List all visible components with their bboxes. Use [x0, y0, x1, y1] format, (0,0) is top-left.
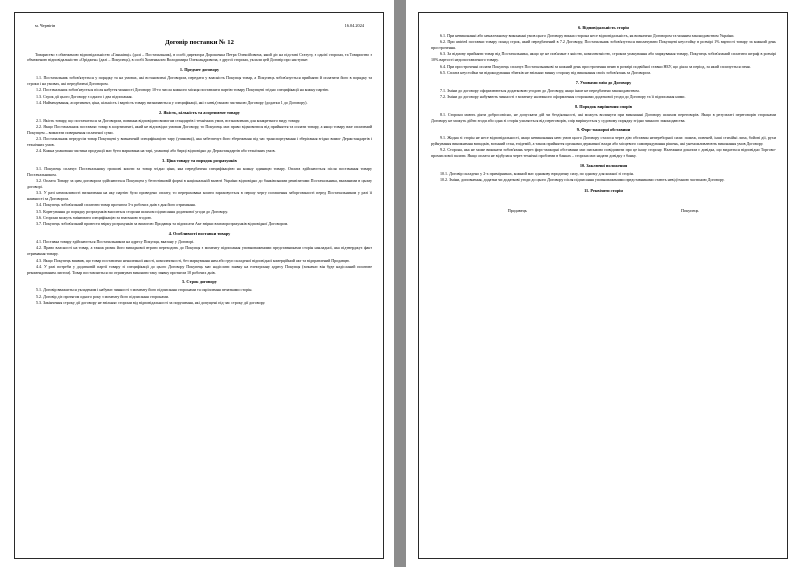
clause: 5.2. Договір діє протягом одного року з моменту його підписання сторонами. [36, 293, 169, 299]
page-gutter [394, 0, 406, 567]
document-title: Договір поставки № 12 [165, 39, 234, 47]
clause: 3.6. Сторони можуть змінювати специфікацію за взаємною згодою. [36, 214, 152, 220]
clause: 8.1. Сторони мають діяти добросовісно, не допускати дій чи бездіяльності, які можуть вплинути при виконанні Договору шляхом переговорів. Якщо в результаті переговорів сторонами Договору не можуть дійти згоди або одна зі сторін ухиляється від переговорів, спір вирішується у судовому порядку згідно чинного законодавства. [431, 111, 776, 123]
header-date: 16.04.2024 [344, 23, 364, 28]
clause: 10.2. Зміни, доповнення, додатки чи додаткові угоди до цього Договору після підписання уповноваженими представниками стають невід'ємною частиною Договору. [440, 177, 725, 183]
section-title-1: 1. Предмет договору [179, 67, 220, 73]
signature-seller: Продавець [507, 208, 527, 214]
clause: 4.3. Якщо Покупець виявив, що товар поставлено неналежної якості, комплектності, без маркування ним або груп складеної відповідної комерційний акт та відправлений Продавцю. [36, 257, 351, 263]
header-city: м. Чернігів [35, 23, 56, 28]
clause: 5.1. Договір вважається укладеним і набуває чинності з моменту його підписання сторонами та скріплення печатками сторін. [36, 287, 253, 293]
clause: 3.5. Корегування до порядку розрахунків вноситься сторони шляхом підписання додаткової угоди до Договору. [36, 208, 228, 214]
section-title-10: 10. Заключні положення [579, 162, 628, 168]
clause: 3.1. Покупець сплачує Постачальнику грошові кошти за товар згідно ціни, яка передбачена специфікацією на кожну одиницю товару. Оплата здійснюється після постачання товару Постачальником. [27, 166, 372, 177]
signature-row [431, 208, 776, 214]
clause: 1.1. Постачальник зобов'язується у порядку та на умовах, які встановлені Договором, передати у власність Покупця товар, а Покупець зобов'язується прийняти й оплатити його в порядку та строки і на умовах, які передбачені Договором. [27, 75, 372, 87]
section-title-2: 2. Якість, кількість та асортимент товару [159, 109, 240, 115]
clause: 6.5. Сплата неустойки чи відшкодування збитків не звільняє винну сторону від виконання своїх зобов'язань за Договором. [440, 69, 651, 75]
clause: 3.2. Оплата Товару за цим договором здійснюється Покупцем у безготівковій формі в національній валюті України відповідно до банківськими реквізитами Постачальника, вказаними в цьому договорі. [27, 178, 372, 189]
clause: 1.2. Постачальник зобов'язується після набуття чинності Договору 10-го числа кожного місяця поставляти партію товару Покупцеві згідно специфікації на кожну партію. [36, 87, 330, 93]
document-header [27, 23, 372, 29]
clause: 1.4. Найменування, асортимент, ціна, кількість і вартість товару визначаються у специфікації, які є невід'ємною частиною Договору (додатки 1 до Договору). [36, 100, 308, 106]
clause: 6.4. При простроченні оплати Покупець сплачує Постачальникові за кожний день прострочення пеню в розмірі подвійної ставки НБУ, що діяла за період, за який сплачується пеня. [440, 63, 751, 69]
signatures-title: 11. Реквізити сторін [584, 188, 623, 194]
clause: 4.2. Право власності на товар, а також ризик його випадкової втрати переходить до Покупця з моменту підписання уповноваженими представниками сторін накладної, яка підтверджує факт отримання товару. [27, 245, 372, 257]
clause: 2.4. Кожна упакована частина продукції має бути маркована на тарі, упаковці або бирці відповідно до Держстандартів або технічних умов. [36, 148, 276, 154]
page-left [0, 0, 394, 567]
section-title-3: 3. Ціна товару та порядок розрахунків [162, 158, 237, 164]
clause: 3.7. Покупець зобов'язаний провести звірку розрахунків за вимогою Продавця та підписати Акт звірки взаєморозрахунків відповідної Договором. [36, 221, 289, 227]
clause: 2.2. Якщо Постачальник поставляє товар в асортименті, який не відповідає умовам Договору, то Покупець має право відмовитися від прийняття та оплати товару, а якщо товару вже оплачений Покупцем – вимагати повернення сплаченої суми. [27, 124, 372, 135]
section-title-4: 4. Особливості поставки товару [168, 231, 231, 237]
clause: 4.4. У разі потреби у додатковій партії товару зі специфікації до цього Договору Покупець має надіслати заявку на електронну адресу Покупця (зазначає він буде надісланий поштове рекомендованим листом). Товар поставляється по отримувач виконати таку заявку протягом 10 робочих днів. [27, 263, 372, 275]
page-left-sheet [14, 12, 384, 559]
section-title-8: 8. Порядок вирішення спорів [574, 103, 633, 109]
section-title-9: 9. Форс-мажорні обставини [576, 127, 631, 133]
page-right-sheet [418, 12, 788, 559]
clause: 4.1. Поставка товару здійснюється Постачальником на адресу Покупця, вказану у Договорі. [36, 239, 195, 245]
clause: 3.4. Покупець зобов'язаний сплатити товар протягом 3-х робочих днів з дня його отримання. [36, 202, 196, 208]
section-title-5: 5. Строк договору [182, 279, 217, 285]
clause: 9.2. Сторона, яка не може виконати зобов'язань через форс-мажорні обставини має письмово повідомити про це іншу сторону. Належним доказом є довідка, що видається відповідно Торгово-промислової палати. Якщо оплата не відбулася через технічні проблеми в банках – сторона має надати довідку з банку. [431, 147, 776, 159]
preamble: Товариство з обмеженою відповідальністю «Ганьківці» (далі – Постачальник), в особі директора Дорошенка Петра Олексійовича, який діє на підставі Статуту, з однієї сторони, та Товариство з обмеженою відповідальністю «Оріджен» (далі – Покупець), в особі Хоменкалоч Володимира Олександровича, з другої сторони, уклали цей Договір про наступне: [27, 51, 372, 63]
clause: 7.1. Зміни до договору оформлюються додатковою угодою до Договору, якщо інше не передбачено законодавством. [440, 87, 640, 93]
clause: 6.2. При untried поставки товару понад строк, який передбачений в 7.2 Договору, Постачальник зобов'язується виплачувати Покупцеві неустойку в розмірі 1% вартості товару за кожний день прострочення. [431, 39, 776, 51]
clause: 1.3. Строк дії цього Договору з одного і два підписання. [36, 93, 133, 99]
clause: 3.3. У разі неможливості визначення на яку партію було проведено оплату, то перерахована кошти зараховується в першу чергу погашення заборгованості перед Постачальником у разі її наявності за Договором. [27, 190, 372, 201]
clause: 6.1. При невиконанні або неналежному виконанні умов цього Договору винна сторона несе відповідальність, як визначено Договором та чинним законодавством України. [440, 33, 735, 39]
section-title-6: 6. Відповідальність сторін [578, 25, 629, 30]
clause: 6.3. За відмову прийняти товар від Постачальника, якщо це не пов'язане з якістю, комплектністю, строком упакування або маркування товару, Покупець зобов'язаний сплатити штраф в розмірі 10% вартості недопоставленого товару. [431, 51, 776, 63]
clause: 5.3. Закінчення строку дії договору не звільняє сторони від відповідальності за порушення, які допущені під час строку дії договору. [36, 300, 266, 306]
clause: 2.3. Постачальник передусім товар Покупцеві у визначеній специфікацією тару (упаковці), яка забезпечує його збереження під час транспортування і зберігання згідно вимог Держстандартів і технічних умов. [27, 136, 372, 147]
clause: 2.1. Якість товару, що постачається за Договором, повинна відповідати вимогам стандартів і технічних умов, встановлених для конкретного виду товару. [36, 117, 301, 123]
page-right [406, 0, 800, 567]
clause: 7.2. Зміни до договору набувають чинності з моменту належного оформлення сторонами додаткової угоди до Договору та її підписання ними. [440, 94, 686, 100]
clause: 9.1. Жодна зі сторін не несе відповідальності, якщо невиконання нею умов цього Договору сталося через дію обставин непереборної сили: пожеж, повеней, інші стихійні лиха, бойові дії, рухи руйнування виникнення випадків, воєнний стан, епідемій, а також прийняття органами державної влади або місцевого самоврядування рішень, які унеможливлюють виконання умов Договору. [431, 135, 776, 147]
section-title-7: 7. Умовами змін до Договору [575, 79, 632, 85]
signature-buyer: Покупець [681, 208, 699, 214]
clause: 10.1. Договір складено у 2-х примірниках, кожний має однакову юридичну силу, по одному для кожної зі сторін. [440, 171, 634, 177]
